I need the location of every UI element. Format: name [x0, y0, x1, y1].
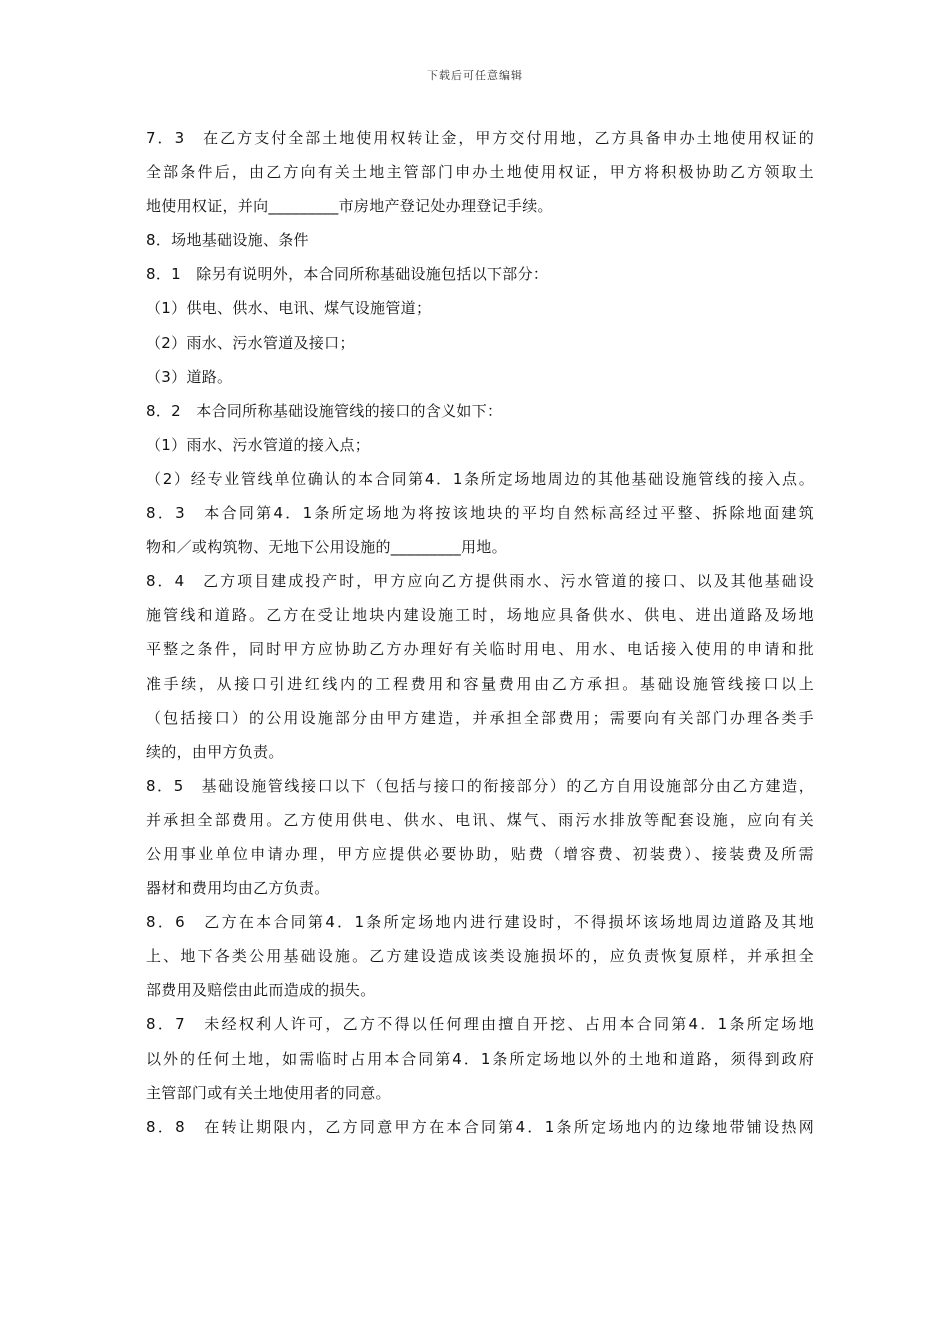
- text-line-29: 主管部门或有关土地使用者的同意。: [146, 1083, 391, 1102]
- text-line-18: （包括接口）的公用设施部分由甲方建造，并承担全部费用；需要向有关部门办理各类手: [146, 708, 814, 727]
- text-line-3: 地使用权证，并向_________市房地产登记处办理登记手续。: [146, 197, 553, 216]
- list-item: （1）雨水、污水管道的接入点；: [146, 435, 371, 454]
- text-line-12: 8．3 本合同第4．1条所定场地为将按该地块的平均自然标高经过平整、拆除地面建筑: [146, 504, 814, 523]
- document-body: [146, 121, 814, 1144]
- text-line-1: 7．3 在乙方支付全部土地使用权转让金，甲方交付用地，乙方具备申办土地使用权证的: [146, 129, 814, 147]
- text-line-30: 8．8 在转让期限内，乙方同意甲方在本合同第4．1条所定场地内的边缘地带铺设热网: [146, 1117, 814, 1136]
- text-line-13: 物和／或构筑物、无地下公用设施的_________用地。: [146, 538, 507, 557]
- text-line-15: 施管线和道路。乙方在受让地块内建设施工时，场地应具备供水、供电、进出道路及场地: [146, 606, 814, 625]
- text-line-14: 8．4 乙方项目建成投产时，甲方应向乙方提供雨水、污水管道的接口、以及其他基础设: [146, 572, 814, 591]
- list-item: （1）供电、供水、电讯、煤气设施管道；: [146, 299, 432, 318]
- text-line-26: 部费用及赔偿由此而造成的损失。: [146, 981, 376, 1000]
- text-line-9: 8．2 本合同所称基础设施管线的接口的含义如下：: [146, 401, 503, 420]
- text-line-16: 平整之条件，同时甲方应协助乙方办理好有关临时用电、用水、电话接入使用的申请和批: [146, 640, 814, 659]
- list-item: （3）道路。: [146, 367, 233, 386]
- text-line-19: 续的，由甲方负责。: [146, 742, 284, 761]
- text-line-21: 并承担全部费用。乙方使用供电、供水、电讯、煤气、雨污水排放等配套设施，应向有关: [146, 810, 814, 829]
- text-line-28: 以外的任何土地，如需临时占用本合同第4．1条所定场地以外的土地和道路，须得到政府: [146, 1049, 814, 1068]
- text-line-23: 器材和费用均由乙方负责。: [146, 879, 330, 898]
- list-item: （2）经专业管线单位确认的本合同第4．1条所定场地周边的其他基础设施管线的接入点。: [146, 469, 814, 488]
- list-item: （2）雨水、污水管道及接口；: [146, 333, 355, 352]
- text-line-20: 8．5 基础设施管线接口以下（包括与接口的衔接部分）的乙方自用设施部分由乙方建造，: [146, 776, 814, 795]
- text-line-22: 公用事业单位申请办理，甲方应提供必要协助，贴费（增容费、初装费）、接装费及所需: [146, 844, 814, 863]
- text-line-27: 8．7 未经权利人许可，乙方不得以任何理由擅自开挖、占用本合同第4．1条所定场地: [146, 1015, 814, 1034]
- text-line-24: 8．6 乙方在本合同第4．1条所定场地内进行建设时，不得损坏该场地周边道路及其地: [146, 913, 814, 932]
- text-line-17: 准手续，从接口引进红线内的工程费用和容量费用由乙方承担。基础设施管线接口以上: [146, 674, 814, 693]
- text-line-25: 上、地下各类公用基础设施。乙方建设造成该类设施损坏的，应负责恢复原样，并承担全: [146, 947, 814, 966]
- page-header: 下载后可任意编辑: [427, 69, 523, 82]
- text-line-5: 8．1 除另有说明外，本合同所称基础设施包括以下部分：: [146, 265, 549, 284]
- section-heading: 8．场地基础设施、条件: [146, 231, 309, 250]
- text-line-2: 全部条件后，由乙方向有关土地主管部门申办土地使用权证，甲方将积极协助乙方领取土: [146, 163, 814, 182]
